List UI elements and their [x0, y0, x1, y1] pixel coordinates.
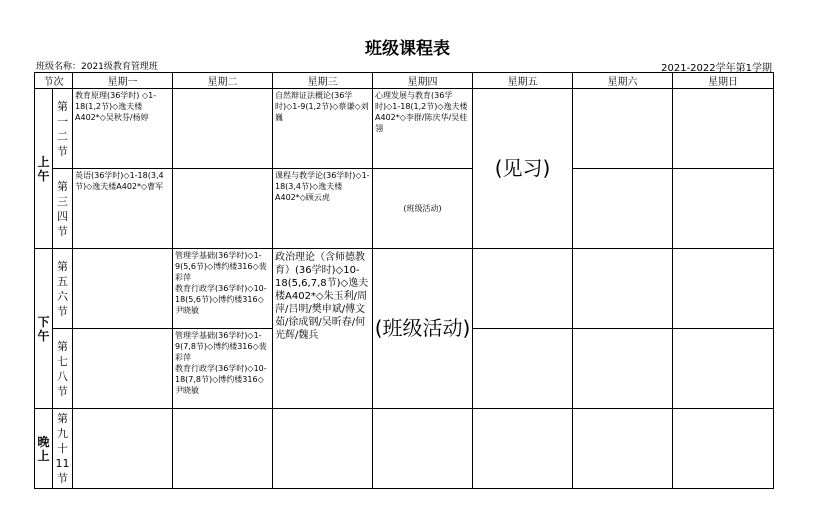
- course-wed-12: 自然辩证法概论(36学时)◇1-9(1,2节)◇蔡谦◇刘巍: [273, 89, 373, 169]
- header-saturday: 星期六: [573, 73, 673, 89]
- header-thursday: 星期四: [373, 73, 473, 89]
- evening-label: 晚上: [35, 409, 53, 489]
- header-friday: 星期五: [473, 73, 573, 89]
- slot-12: 第一二节: [53, 89, 73, 169]
- empty-mon-56: [73, 249, 173, 329]
- empty-sat-78: [573, 329, 673, 409]
- row-period-34: [35, 169, 774, 249]
- empty-sun-78: [673, 329, 774, 409]
- course-mon-12: 教育原理(36学时) ◇1-18(1,2节)◇逸夫楼A402*◇吴秋芬/杨婷: [73, 89, 173, 169]
- course-tue-56: [173, 249, 273, 329]
- course-thu-34: (班级活动): [373, 169, 473, 249]
- row-period-56: [35, 249, 774, 329]
- slot-78: 第七八节: [53, 329, 73, 409]
- empty-thu-911: [373, 409, 473, 489]
- course-mon-34: 英语(36学时)◇1-18(3,4节)◇逸夫楼A402*◇曹军: [73, 169, 173, 249]
- empty-sat-56: [573, 249, 673, 329]
- course-tue-78-a: 管理学基础(36学时)◇1-9(7,8节)◇博约楼316◇裴彩萍: [175, 331, 267, 362]
- semester-label: 2021-2022学年第1学期: [661, 63, 772, 74]
- header-wednesday: 星期三: [273, 73, 373, 89]
- empty-sun-34: [673, 169, 774, 249]
- course-wed-34: 课程与教学论(36学时)◇1-18(3,4节)◇逸夫楼A402*◇顾云虎: [273, 169, 373, 249]
- page-title: 班级课程表: [365, 39, 450, 59]
- empty-mon-911: [73, 409, 173, 489]
- row-period-12: [35, 89, 774, 169]
- empty-sun-12: [673, 89, 774, 169]
- header-sunday: 星期日: [673, 73, 774, 89]
- header-tuesday: 星期二: [173, 73, 273, 89]
- empty-wed-911: [273, 409, 373, 489]
- empty-mon-78: [73, 329, 173, 409]
- morning-label: 上午: [35, 89, 53, 249]
- empty-fri-56: [473, 249, 573, 329]
- afternoon-label: 下午: [35, 249, 53, 409]
- slot-911: 第九十11节: [53, 409, 73, 489]
- empty-sat-34: [573, 169, 673, 249]
- slot-34: 第三四节: [53, 169, 73, 249]
- row-period-911: [35, 409, 774, 489]
- empty-sat-911: [573, 409, 673, 489]
- empty-fri-911: [473, 409, 573, 489]
- empty-sun-911: [673, 409, 774, 489]
- empty-tue-34: [173, 169, 273, 249]
- course-wed-5678: 政治理论（含师德教育）(36学时)◇10-18(5,6,7,8节)◇逸夫楼A402*◇朱玉利/周萍/吕明/樊申斌/傅文茹/徐成钢/吴昕春/何光辉/魏兵: [273, 249, 373, 409]
- course-tue-56-b: 教育行政学(36学时)◇10-18(5,6节)◇博约楼316◇尹晓敏: [175, 284, 267, 315]
- course-thu-12: 心理发展与教育(36学时)◇1-18(1,2节)◇逸夫楼A402*◇李群/陈庆华/吴桂翎: [373, 89, 473, 169]
- empty-tue-911: [173, 409, 273, 489]
- empty-sun-56: [673, 249, 774, 329]
- course-tue-78-b: 教育行政学(36学时)◇10-18(7,8节)◇博约楼316◇尹晓敏: [175, 364, 267, 395]
- header-row: [35, 73, 774, 89]
- empty-sat-12: [573, 89, 673, 169]
- empty-tue-12: [173, 89, 273, 169]
- course-fri-morning: (见习): [473, 89, 573, 249]
- schedule-table: [34, 72, 774, 489]
- course-tue-78: [173, 329, 273, 409]
- header-monday: 星期一: [73, 73, 173, 89]
- empty-fri-78: [473, 329, 573, 409]
- header-period: 节次: [35, 73, 73, 89]
- course-thu-5678: (班级活动): [373, 249, 473, 409]
- class-name-label: 班级名称：2021级教育管理班: [36, 62, 158, 72]
- slot-56: 第五六节: [53, 249, 73, 329]
- course-tue-56-a: 管理学基础(36学时)◇1-9(5,6节)◇博约楼316◇裴彩萍: [175, 251, 267, 282]
